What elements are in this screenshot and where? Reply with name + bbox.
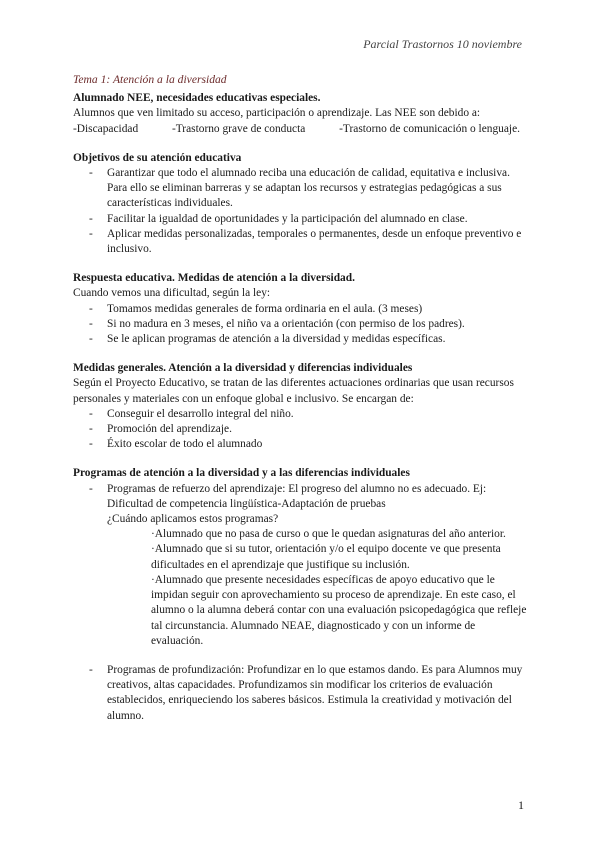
page-header: Parcial Trastornos 10 noviembre bbox=[363, 37, 522, 51]
list-item: - Éxito escolar de todo el alumnado bbox=[73, 437, 528, 452]
list-item: - Promoción del aprendizaje. bbox=[73, 422, 528, 437]
list-item: - Facilitar la igualdad de oportunidades y la participación del alumnado en clase. bbox=[73, 212, 528, 227]
list-item: - Conseguir el desarrollo integral del niño. bbox=[73, 407, 528, 422]
section-objetivos-heading: Objetivos de su atención educativa bbox=[73, 151, 242, 164]
programas-question: ¿Cuándo aplicamos estos programas? bbox=[107, 513, 279, 526]
document-body bbox=[73, 72, 528, 724]
list-item: - Si no madura en 3 meses, el niño va a orientación (con permiso de los padres). bbox=[73, 317, 528, 332]
list-item: - Tomamos medidas generales de forma ordinaria en el aula. (3 meses) bbox=[73, 302, 528, 317]
section-programas-heading: Programas de atención a la diversidad y a las diferencias individuales bbox=[73, 467, 410, 480]
list-item: - Aplicar medidas personalizadas, temporales o permanentes, desde un enfoque preventivo e inclusivo. bbox=[73, 227, 528, 257]
section-nee-heading: Alumnado NEE, necesidades educativas especiales. bbox=[73, 92, 321, 105]
cause-comunicacion: -Trastorno de comunicación o lenguaje. bbox=[339, 122, 520, 135]
medidas-list bbox=[73, 407, 528, 453]
section-respuesta-text: Cuando vemos una dificultad, según la ley: bbox=[73, 287, 271, 300]
case-item: ·Alumnado que presente necesidades específicas de apoyo educativo que le impidan seguir con aprovechamiento su proceso de aprendizaje. En este caso, el alumno o la alumna deberá contar con una evaluación psicopedagógica que refleje tal circunstancia. Alumnado NEAE, diagnosticado y con un informe de evaluación. bbox=[151, 573, 527, 647]
case-item: ·Alumnado que si su tutor, orientación y/o el equipo docente ve que presenta dificultades en el aprendizaje que justifique su inclusión. bbox=[151, 543, 501, 571]
section-respuesta-heading: Respuesta educativa. Medidas de atención a la diversidad. bbox=[73, 272, 355, 285]
topic-title: Tema 1: Atención a la diversidad bbox=[73, 73, 227, 86]
list-item: - Garantizar que todo el alumnado reciba una educación de calidad, equitativa e inclusiva. Para ello se eliminan barreras y se adaptan los recursos y estrategias pedagógicas a sus características individuales. bbox=[73, 166, 528, 212]
programas-list bbox=[73, 482, 528, 512]
section-medidas-heading: Medidas generales. Atención a la diversidad y diferencias individuales bbox=[73, 362, 413, 375]
section-nee-text: Alumnos que ven limitado su acceso, participación o aprendizaje. Las NEE son debido a: bbox=[73, 107, 481, 120]
cause-discapacidad: -Discapacidad bbox=[73, 122, 139, 135]
objetivos-list bbox=[73, 166, 528, 257]
cause-conducta: -Trastorno grave de conducta bbox=[171, 122, 306, 135]
list-item-refuerzo: - Programas de refuerzo del aprendizaje: El progreso del alumno no es adecuado. Ej: Dificultad de competencia lingüística-Adaptación de pruebas bbox=[73, 482, 528, 512]
case-item: ·Alumnado que no pasa de curso o que le quedan asignaturas del año anterior. bbox=[151, 528, 506, 541]
list-item: - Se le aplican programas de atención a la diversidad y medidas específicas. bbox=[73, 332, 528, 347]
page-number: 1 bbox=[518, 798, 524, 812]
section-medidas-text: Según el Proyecto Educativo, se tratan de las diferentes actuaciones ordinarias que usan recursos personales y materiales con un enfoque global e inclusivo. Se encargan de: bbox=[73, 377, 514, 405]
programas-list-2 bbox=[73, 663, 528, 724]
respuesta-list bbox=[73, 302, 528, 348]
list-item-profundizacion: - Programas de profundización: Profundizar en lo que estamos dando. Es para Alumnos muy creativos, altas capacidades. Profundizamos sin modificar los criterios de evaluación establecidos, enriqueciendo los saberes básicos. Estimula la creatividad y motivación del alumno. bbox=[73, 663, 528, 724]
nee-causes bbox=[73, 122, 528, 137]
